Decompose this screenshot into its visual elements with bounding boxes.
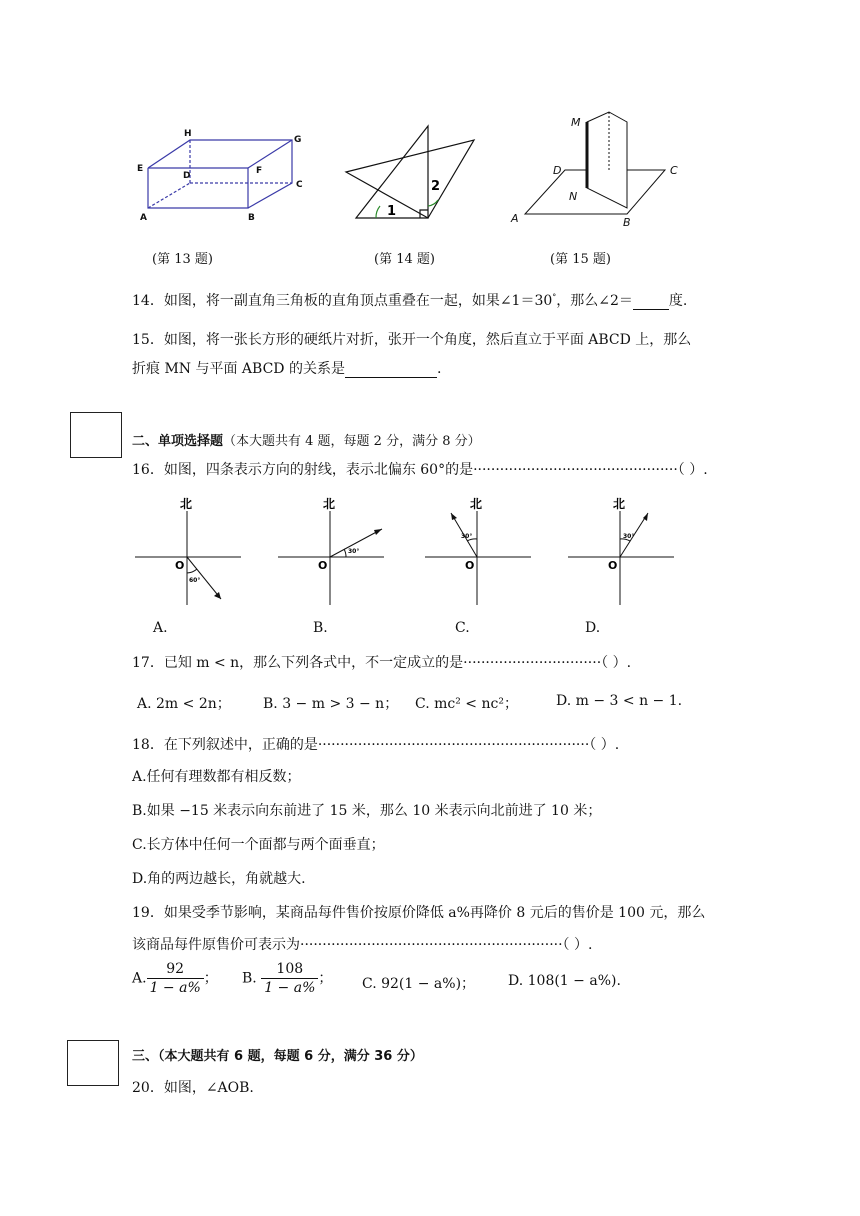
section-3-heading: 三、（本大题共有 6 题，每题 6 分，满分 36 分） xyxy=(132,1049,423,1064)
label-B: B xyxy=(248,213,255,223)
figure-14-triangles xyxy=(340,118,480,228)
figure-13-caption: (第 13 题) xyxy=(152,252,213,267)
angle-1-label: 1 xyxy=(387,204,397,219)
question-19-line2: 该商品每件原售价可表示为···························································（ ）. xyxy=(132,937,593,953)
q16-option-c[interactable]: C. xyxy=(455,620,470,636)
question-16: 16．如图，四条表示方向的射线，表示北偏东 60°的是··············································（ ）. xyxy=(132,462,708,478)
angle-label-a: 60° xyxy=(189,577,201,584)
angle-label-d: 30° xyxy=(623,533,635,540)
label-E: E xyxy=(137,164,144,174)
north-label-c: 北 xyxy=(470,497,483,511)
score-box-section-2 xyxy=(70,412,122,458)
q18-option-c[interactable]: C.长方体中任何一个面都与两个面垂直； xyxy=(132,837,385,853)
figure-14-caption: (第 14 题) xyxy=(374,252,435,267)
q16-option-d[interactable]: D. xyxy=(585,620,601,636)
north-label-b: 北 xyxy=(323,497,336,511)
question-17: 17．已知 m < n，那么下列各式中，不一定成立的是·······························（ ）. xyxy=(132,655,632,671)
north-label-a: 北 xyxy=(180,497,193,511)
option-d-diagram xyxy=(568,495,678,607)
q19-option-a[interactable]: A. $\frac{92}{1 - a\%}$ ； xyxy=(132,961,218,996)
fraction-b: $\frac{108}{1 - a\%}$ xyxy=(261,960,318,997)
angle-label-c: 30° xyxy=(461,533,473,540)
fraction-a: $\frac{92}{1 - a\%}$ xyxy=(147,960,204,997)
label-A15: A xyxy=(511,212,519,225)
score-box-section-3 xyxy=(67,1040,119,1086)
q17-option-a[interactable]: A. 2m < 2n； xyxy=(137,696,231,712)
q18-option-b[interactable]: B.如果 −15 米表示向东前进了 15 米，那么 10 米表示向北前进了 10 米； xyxy=(132,803,602,819)
label-A: A xyxy=(140,213,147,223)
label-M: M xyxy=(571,116,581,129)
angle-label-b: 30° xyxy=(348,548,360,555)
question-15-line2: 折痕 MN 与平面 ABCD 的关系是 . xyxy=(132,361,442,377)
question-15-line1: 15．如图，将一张长方形的硬纸片对折，张开一个角度，然后直立于平面 ABCD 上，那么 xyxy=(132,332,692,348)
label-B15: B xyxy=(623,216,631,229)
question-19-line1: 19．如果受季节影响，某商品每件售价按原价降低 a%再降价 8 元后的售价是 100 元，那么 xyxy=(132,905,706,921)
q16-option-a[interactable]: A. xyxy=(153,620,168,636)
option-a-diagram xyxy=(135,495,245,607)
origin-label-d: O xyxy=(608,559,618,572)
q19-option-c[interactable]: C. 92(1 − a%)； xyxy=(362,976,476,992)
label-D15: D xyxy=(553,164,562,177)
question-18: 18．在下列叙述中，正确的是·····························································（ ）. xyxy=(132,737,620,753)
q17-option-c[interactable]: C. mc² < nc²； xyxy=(415,696,518,712)
figure-13-cuboid xyxy=(130,125,310,230)
q19-option-b[interactable]: B. $\frac{108}{1 - a\%}$ ； xyxy=(242,961,333,996)
label-N: N xyxy=(569,190,578,203)
q19-option-d[interactable]: D. 108(1 − a%). xyxy=(508,973,621,989)
figure-15-caption: (第 15 题) xyxy=(550,252,611,267)
label-F: F xyxy=(256,166,263,176)
label-C: C xyxy=(296,180,303,190)
answer-blank-14[interactable] xyxy=(633,295,669,310)
section-2-heading: 二、单项选择题（本大题共有 4 题，每题 2 分，满分 8 分） xyxy=(132,434,481,449)
origin-label-a: O xyxy=(175,559,185,572)
q16-option-b[interactable]: B. xyxy=(313,620,328,636)
q18-option-a[interactable]: A.任何有理数都有相反数； xyxy=(132,769,301,785)
question-14: 14．如图，将一副直角三角板的直角顶点重叠在一起，如果∠1＝30°，那么∠2＝ 度. xyxy=(132,292,688,309)
option-c-diagram xyxy=(425,495,535,607)
question-20: 20．如图，∠AOB. xyxy=(132,1080,254,1096)
q17-option-d[interactable]: D. m − 3 < n − 1. xyxy=(556,693,683,709)
north-label-d: 北 xyxy=(613,497,626,511)
figure-15-fold xyxy=(505,110,695,235)
label-C15: C xyxy=(670,164,678,177)
option-b-diagram xyxy=(278,495,388,607)
answer-blank-15[interactable] xyxy=(345,363,437,378)
q17-option-b[interactable]: B. 3 − m > 3 − n； xyxy=(263,696,399,712)
origin-label-c: O xyxy=(465,559,475,572)
origin-label-b: O xyxy=(318,559,328,572)
label-D: D xyxy=(183,171,191,181)
label-H: H xyxy=(184,129,192,139)
q18-option-d[interactable]: D.角的两边越长，角就越大. xyxy=(132,871,306,887)
angle-2-label: 2 xyxy=(431,179,441,194)
label-G: G xyxy=(294,135,302,145)
